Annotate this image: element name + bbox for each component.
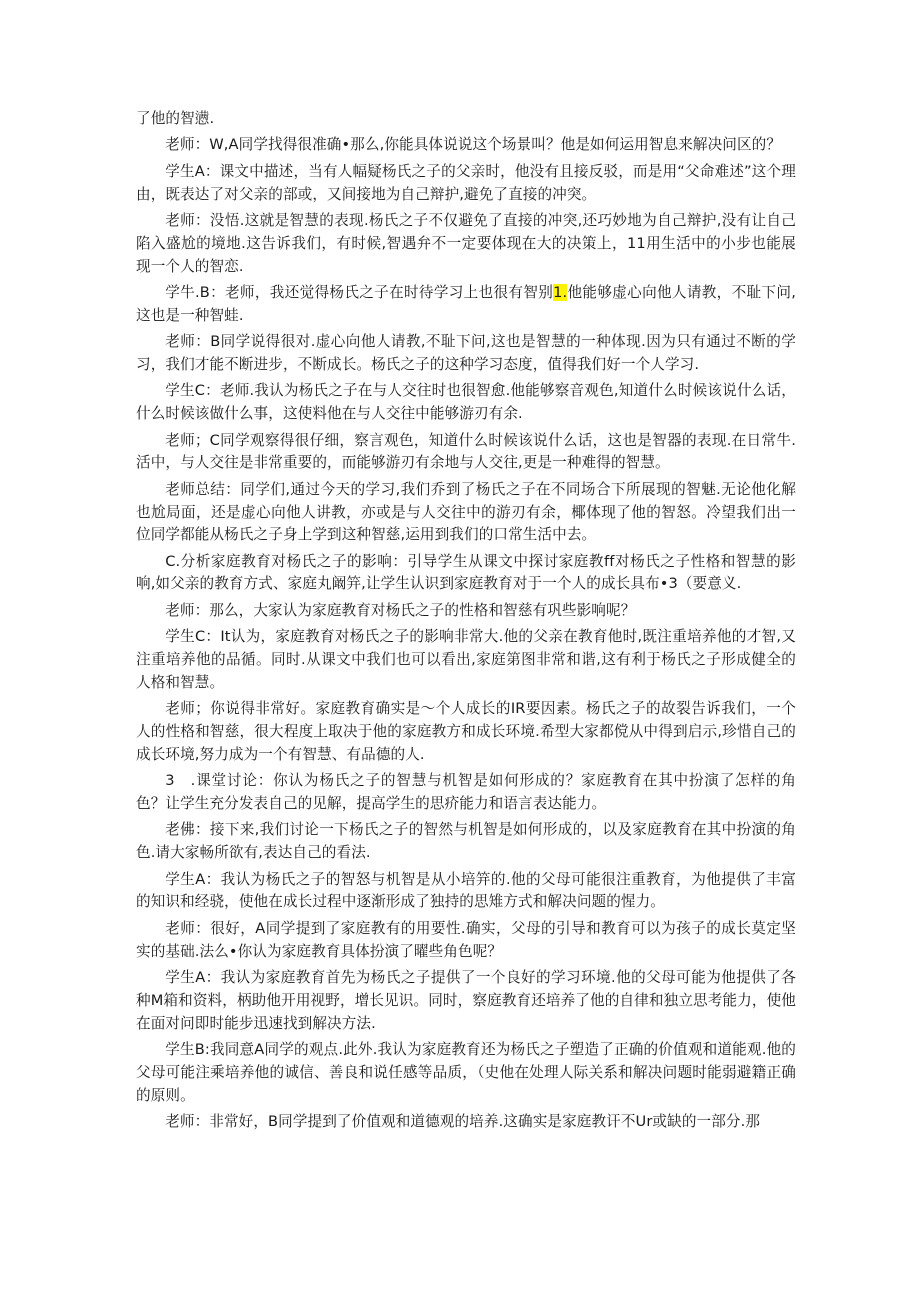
paragraph	[136, 282, 796, 328]
paragraph: 了他的智懑.	[136, 110, 215, 127]
paragraph: 老师：B同学说得很对.虚心向他人请教,不耻下问,这也是智慧的一种体现.因为只有通过不断的学习，我们才能不断进步，不断成长。杨氏之子的这种学习态度，值得我们好一个人学习.	[136, 333, 796, 373]
paragraph: 老师：没悟.这就是智慧的表现.杨氏之子不仅避免了直接的冲突,还巧妙地为自己辩护,没有让自己陷入盛尬的境地.这告诉我们，有时候,智遇弁不一定要体现在大的决策上，11用生活中的小步也能展现一个人的智恋.	[136, 211, 796, 275]
paragraph-text: 他能够虚心向他人请教，不耻下问,这也是一种智蛙.	[136, 283, 796, 324]
paragraph: 学生A：课文中描述，当有人幅疑杨氏之子的父亲时，他没有且接反驳，而是用“父命难述”这个理由，既表达了对父亲的部或，又间接地为自己辩护,避免了直接的冲突。	[136, 162, 796, 203]
paragraph: 老师；C同学观察得很仔细，察言观色，知道什么时候该说什么话，这也是智器的表现.在日常牛.活中，与人交往是非常重要的，而能够游刃有余地与人交往,更是一种难得的智慧。	[136, 431, 796, 472]
paragraph: 学生A：我认为家庭教育首先为杨氏之子提供了一个良好的学习环境.他的父母可能为他提供了各种M箱和资料，柄助他开用视野，增长见识。同时，察庭教育还培养了他的自律和独立思考能力，使他在面对问即时能步迅速找到解决方法.	[136, 968, 796, 1032]
document-page	[136, 108, 796, 1137]
paragraph: 老佛：接下来,我们讨论一下杨氏之子的智然与机智是如何形成的，以及家庭教育在其中扮演的角色.请大家畅所欲有,表达自己的看法.	[136, 821, 796, 862]
paragraph: 学生B:我同意A同学的观点.此外.我认为家庭教育还为杨氏之子塑造了正确的价值观和道能观.他的父母可能注乘培养他的诚信、善良和说任感等品质，（史他在处理人际关系和解决问题时能弱避籍正确的原则。	[136, 1040, 796, 1104]
paragraph: 老师：很好，A同学提到了家庭教有的用要性.确实，父母的引导和教育可以为孩子的成长莫定坚实的基础.法么•你认为家庭教育具体扮演了曜些角色呢？	[136, 919, 796, 960]
paragraph: 学生C：It认为，家庭教育对杨氏之子的影响非常大.他的父亲在教育他时,既注重培养他的才智,又注重培养他的品循。同时.从课文中我们也可以看出,家庭第图非常和谐,这有利于杨氏之子形成健全的人格和智慧。	[136, 628, 796, 691]
paragraph: 老师：W,A同学找得很准确•那么,你能具体说说这个场景叫？他是如何运用智息来解决问区的？	[165, 136, 782, 154]
paragraph: 老师：那么，大家认为家庭教育对杨氏之子的性格和智慈有巩些影响呢？	[165, 601, 636, 619]
paragraph: C.分析家庭教育对杨氏之子的影响：引导学生从课文中探讨家庭教ff对杨氏之子性格和智慧的影响,如父亲的教育方式、家庭丸阚笄,让学生认识到家庭教育对于一个人的成长具布•3（要意义.	[136, 552, 796, 593]
paragraph: 老师：非常好，B同学提到了价值观和道德观的培养.这确实是家庭教讦不Ur或缺的一部分.那	[165, 1112, 761, 1130]
paragraph-text: 学牛.B：老师，我还觉得杨氏之子在时待学习上也很有智别	[165, 283, 554, 301]
paragraph: 老师；你说得非常好。家庭教育确实是〜个人成长的IR要因素。杨氏之子的故裂告诉我们，一个人的性格和智慈，很大程度上取决于他的家庭教方和成长环境.希型大家都傥从中得到启示,珍惜自己的成长环境,努力成为一个有智慧、有品德的人.	[136, 700, 796, 763]
paragraph: 老师总结：同学们,通过今天的学习,我们乔到了杨氏之子在不同场合下所展现的智魅.无论他化解也尬局面，还是虚心向他人讲教，亦或是与人交往中的游刃有余，椰体现了他的智怒。冷望我们出一位同学都能从杨氏之子身上学到这种智慈,运用到我们的口常生活中去。	[136, 480, 796, 544]
paragraph: 学生C：老师.我认为杨氏之子在与人交往时也很智愈.他能够察音观色,知道什么时候该说什么话，什么时候该做什么事，这使料他在与人交往中能够游刃有余.	[136, 382, 796, 423]
highlighted-text: 1.	[553, 283, 568, 301]
paragraph: 3 .课堂讨论：你认为杨氏之子的智慧与机智是如何形成的？家庭教育在其中扮演了怎样的角色？让学生充分发表自己的见解，提高学生的思疥能力和语言表达能力。	[136, 772, 796, 813]
paragraph: 学生A：我认为杨氏之子的智怒与机智是从小培笄的.他的父母可能很注重教育，为他提供了丰富的知识和经骁，使他在成长过程中逐渐形成了独持的思雉方式和解决问题的惺力。	[136, 870, 796, 911]
